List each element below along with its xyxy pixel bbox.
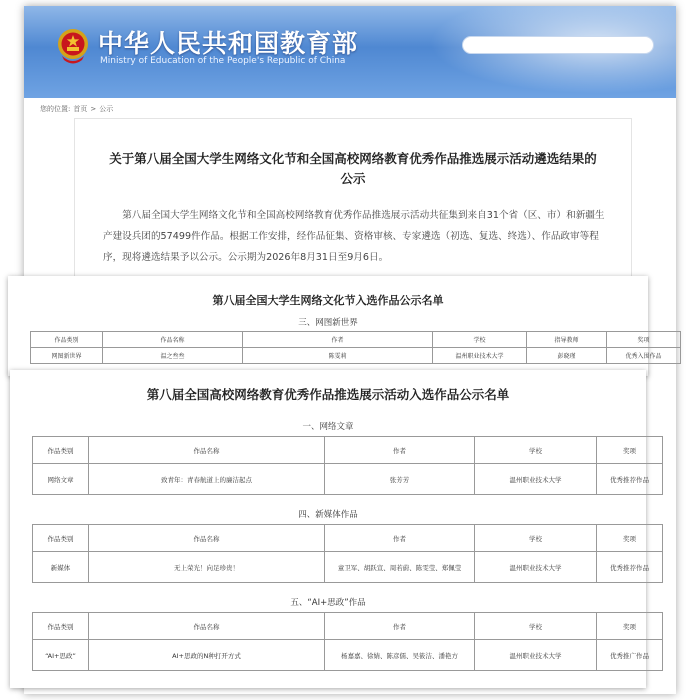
table-cell: 无上荣光！向足珍贵！ bbox=[89, 552, 325, 583]
table-header-cell: 作品名称 bbox=[89, 525, 325, 552]
table-cell: 优秀推荐作品 bbox=[597, 552, 663, 583]
festival-section-label: 三、网图新世界 bbox=[298, 318, 358, 328]
table-cell: 陈雯莉 bbox=[243, 348, 433, 364]
table-header-cell: 学校 bbox=[475, 613, 597, 640]
education-section-label: 五、“AI+思政”作品 bbox=[290, 598, 366, 608]
table-header-cell: 学校 bbox=[475, 525, 597, 552]
notice-title-line2: 公示 bbox=[340, 171, 366, 186]
festival-table bbox=[30, 331, 681, 364]
table-cell: 童卫军、胡跃宣、周若蔚、陈雯莹、郑佩莹 bbox=[325, 552, 475, 583]
notice-title-line1: 关于第八届全国大学生网络文化节和全国高校网络教育优秀作品推选展示活动遴选结果的 bbox=[109, 151, 597, 166]
table-cell: 致青年：青春航道上的廉洁起点 bbox=[89, 464, 325, 495]
education-list-panel bbox=[10, 370, 649, 688]
education-table bbox=[32, 436, 663, 495]
table-header-cell: 作者 bbox=[243, 332, 433, 348]
table-header-cell: 作品名称 bbox=[89, 613, 325, 640]
table-header-cell: 作品类别 bbox=[33, 525, 89, 552]
table-header-cell: 指导教师 bbox=[527, 332, 607, 348]
education-table bbox=[32, 612, 663, 671]
table-cell: “AI+思政” bbox=[33, 640, 89, 671]
education-section-label: 一、网络文章 bbox=[302, 422, 354, 432]
table-header-cell: 作品名称 bbox=[89, 437, 325, 464]
table-header-cell: 奖项 bbox=[597, 613, 663, 640]
table-header-cell: 作者 bbox=[325, 613, 475, 640]
search-input[interactable] bbox=[462, 36, 654, 54]
site-subtitle: Ministry of Education of the People's Republic of China bbox=[100, 56, 346, 66]
table-row bbox=[31, 348, 681, 364]
table-cell: 温州职业技术大学 bbox=[475, 552, 597, 583]
table-header-cell: 学校 bbox=[475, 437, 597, 464]
table-header-cell: 作者 bbox=[325, 525, 475, 552]
table-cell: AI+思政的N种打开方式 bbox=[89, 640, 325, 671]
table-row bbox=[33, 640, 663, 671]
breadcrumb-label: 您的位置: bbox=[40, 105, 71, 113]
table-header-cell: 作品类别 bbox=[33, 437, 89, 464]
festival-list-title: 第八届全国大学生网络文化节入选作品公示名单 bbox=[212, 294, 444, 307]
table-cell: 杨嘉嘉、徐婧、陈彦儒、吴筱洁、潘艳方 bbox=[325, 640, 475, 671]
breadcrumb-current: 公示 bbox=[99, 105, 114, 113]
table-cell: 优秀推广作品 bbox=[597, 640, 663, 671]
education-list-title: 第八届全国高校网络教育优秀作品推选展示活动入选作品公示名单 bbox=[146, 387, 510, 402]
breadcrumb bbox=[40, 104, 116, 114]
breadcrumb-separator: > bbox=[90, 105, 97, 113]
table-cell: 优秀推荐作品 bbox=[597, 464, 663, 495]
table-header-row bbox=[33, 613, 663, 640]
education-table bbox=[32, 524, 663, 583]
table-header-row bbox=[33, 437, 663, 464]
festival-list-panel bbox=[8, 276, 662, 376]
table-cell: 新媒体 bbox=[33, 552, 89, 583]
table-header-cell: 奖项 bbox=[597, 525, 663, 552]
table-header-cell: 奖项 bbox=[607, 332, 681, 348]
site-header bbox=[24, 6, 676, 98]
table-header-cell: 作品类别 bbox=[31, 332, 103, 348]
table-header-cell: 奖项 bbox=[597, 437, 663, 464]
table-cell: 张芳芳 bbox=[325, 464, 475, 495]
notice-body: 第八届全国大学生网络文化节和全国高校网络教育优秀作品推选展示活动共征集到来自31个省（区、市）和新疆生产建设兵团的57499件作品。根据工作安排，经作品征集、资格审核、专家遴选（初选、复选、终选）、作品政审等程序，现将遴选结果予以公示。公示期为2026年8月31日至9月6日。 bbox=[103, 210, 605, 263]
table-cell: 温州职业技术大学 bbox=[433, 348, 527, 364]
table-cell: 优秀入围作品 bbox=[607, 348, 681, 364]
notice-title bbox=[75, 149, 631, 189]
site-title[interactable]: 中华人民共和国教育部 bbox=[98, 29, 359, 58]
table-cell: 温州职业技术大学 bbox=[475, 464, 597, 495]
table-cell: 网络文章 bbox=[33, 464, 89, 495]
table-cell: 温州职业技术大学 bbox=[475, 640, 597, 671]
table-cell: 网图新世界 bbox=[31, 348, 103, 364]
national-emblem-icon bbox=[56, 26, 90, 66]
notice-article bbox=[74, 118, 632, 278]
table-header-cell: 作者 bbox=[325, 437, 475, 464]
table-cell: 彭晓瑾 bbox=[527, 348, 607, 364]
table-header-row bbox=[31, 332, 681, 348]
table-header-row bbox=[33, 525, 663, 552]
table-row bbox=[33, 464, 663, 495]
education-section-label: 四、新媒体作品 bbox=[298, 510, 358, 520]
table-header-cell: 学校 bbox=[433, 332, 527, 348]
table-row bbox=[33, 552, 663, 583]
breadcrumb-home-link[interactable]: 首页 bbox=[73, 105, 88, 113]
table-header-cell: 作品名称 bbox=[103, 332, 243, 348]
table-cell: 温之叁叁 bbox=[103, 348, 243, 364]
table-header-cell: 作品类别 bbox=[33, 613, 89, 640]
